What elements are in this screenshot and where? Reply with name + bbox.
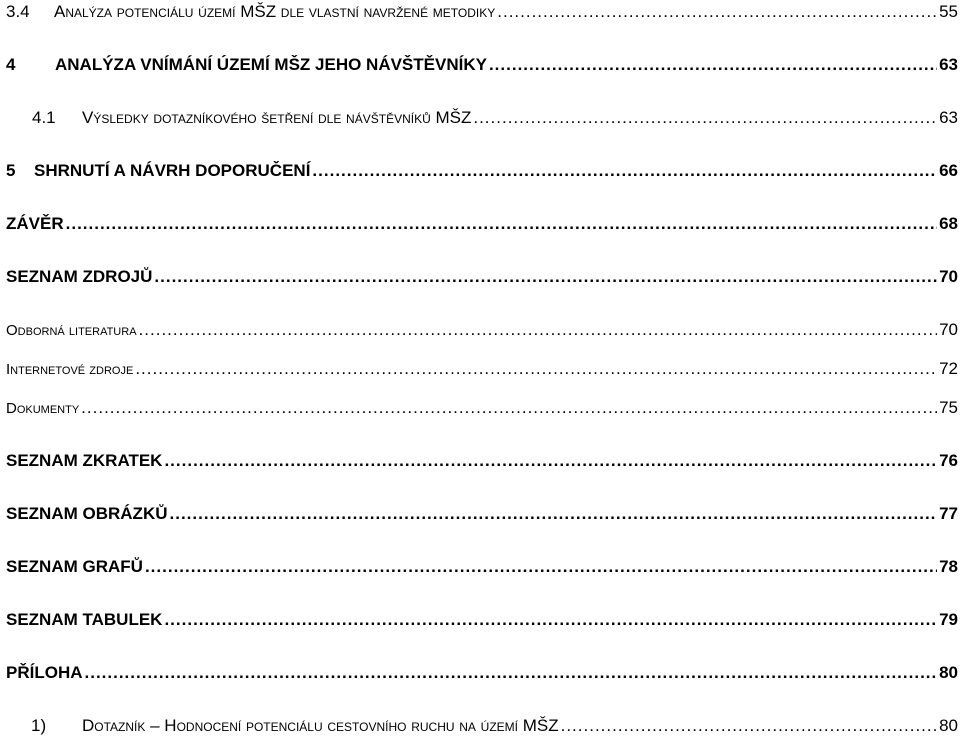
- toc-entry-4[interactable]: [6, 55, 958, 81]
- toc-entry-title: SHRNUTÍ A NÁVRH DOPORUČENÍ: [34, 161, 311, 180]
- toc-entry-page: 77: [939, 504, 958, 523]
- toc-leader-dots: [312, 161, 937, 181]
- toc-entry-page: 80: [939, 663, 958, 682]
- toc-leader-dots: [81, 398, 937, 418]
- toc-entry-title: ZÁVĚR: [6, 214, 64, 233]
- toc-entry-seznam-zkratek[interactable]: [6, 451, 958, 477]
- toc-entry-3-4[interactable]: [6, 2, 958, 28]
- toc-entry-title: PŘÍLOHA: [6, 663, 83, 682]
- toc-entry-page: 70: [939, 267, 958, 286]
- toc-entry-title: SEZNAM ZKRATEK: [6, 451, 163, 470]
- toc-entry-page: 70: [939, 320, 958, 339]
- toc-entry-page: 72: [939, 359, 958, 378]
- toc-leader-dots: [139, 320, 938, 340]
- toc-entry-page: 63: [939, 108, 958, 127]
- toc-entry-title: Dokumenty: [6, 400, 80, 417]
- toc-entry-zaver[interactable]: [6, 214, 958, 240]
- toc-entry-odborna-literatura[interactable]: [6, 320, 958, 346]
- toc-leader-dots: [164, 610, 937, 630]
- toc-entry-number: 1): [31, 716, 47, 735]
- toc-entry-seznam-grafu[interactable]: [6, 557, 958, 583]
- toc-entry-internetove-zdroje[interactable]: [6, 359, 958, 385]
- toc-entry-seznam-obrazku[interactable]: [6, 504, 958, 530]
- toc-leader-dots: [135, 359, 937, 379]
- toc-entry-title: Výsledky dotazníkového šetření dle návštěvníků MŠZ: [82, 108, 472, 127]
- toc-entry-page: 76: [939, 451, 958, 470]
- toc-entry-seznam-tabulek[interactable]: [6, 610, 958, 636]
- toc-entry-number: 3.4: [6, 2, 30, 21]
- toc-entry-page: 55: [939, 2, 958, 21]
- toc-entry-4-1[interactable]: [6, 108, 958, 134]
- toc-entry-title: SEZNAM ZDROJŮ: [6, 267, 153, 286]
- toc-entry-page: 78: [939, 557, 958, 576]
- toc-entry-title: Dotazník – Hodnocení potenciálu cestovního ruchu na území MŠZ: [82, 716, 559, 735]
- toc-leader-dots: [561, 716, 937, 736]
- toc-entry-title: ANALÝZA VNÍMÁNÍ ÚZEMÍ MŠZ JEHO NÁVŠTĚVNÍKY: [55, 55, 487, 74]
- toc-entry-page: 75: [939, 398, 958, 417]
- toc-entry-number: 5: [6, 161, 16, 180]
- toc-entry-page: 68: [939, 214, 958, 233]
- toc-entry-priloha[interactable]: [6, 663, 958, 689]
- toc-entry-title: SEZNAM GRAFŮ: [6, 557, 143, 576]
- toc-entry-page: 79: [939, 610, 958, 629]
- toc-entry-seznam-zdroju[interactable]: [6, 267, 958, 293]
- toc-leader-dots: [164, 451, 937, 471]
- toc-entry-title: SEZNAM OBRÁZKŮ: [6, 504, 168, 523]
- toc-entry-number: 4.1: [32, 108, 56, 127]
- toc-entry-title: SEZNAM TABULEK: [6, 610, 163, 629]
- toc-entry-priloha-1[interactable]: [6, 716, 958, 742]
- toc-leader-dots: [66, 214, 937, 234]
- toc-entry-page: 66: [939, 161, 958, 180]
- toc-entry-page: 63: [939, 55, 958, 74]
- toc-entry-title: Analýza potenciálu území MŠZ dle vlastní navržené metodiky: [54, 2, 496, 21]
- toc-leader-dots: [473, 108, 937, 128]
- toc-leader-dots: [497, 2, 937, 22]
- toc-entry-number: 4: [6, 55, 16, 74]
- toc-leader-dots: [170, 504, 938, 524]
- toc-leader-dots: [85, 663, 938, 683]
- toc-entry-page: 80: [939, 716, 958, 735]
- toc-entry-5[interactable]: [6, 161, 958, 187]
- toc-entry-dokumenty[interactable]: [6, 398, 958, 424]
- toc-leader-dots: [489, 55, 937, 75]
- toc-entry-title: Odborná literatura: [6, 322, 137, 339]
- toc-leader-dots: [154, 267, 937, 287]
- toc-leader-dots: [145, 557, 937, 577]
- toc-entry-title: Internetové zdroje: [6, 361, 134, 378]
